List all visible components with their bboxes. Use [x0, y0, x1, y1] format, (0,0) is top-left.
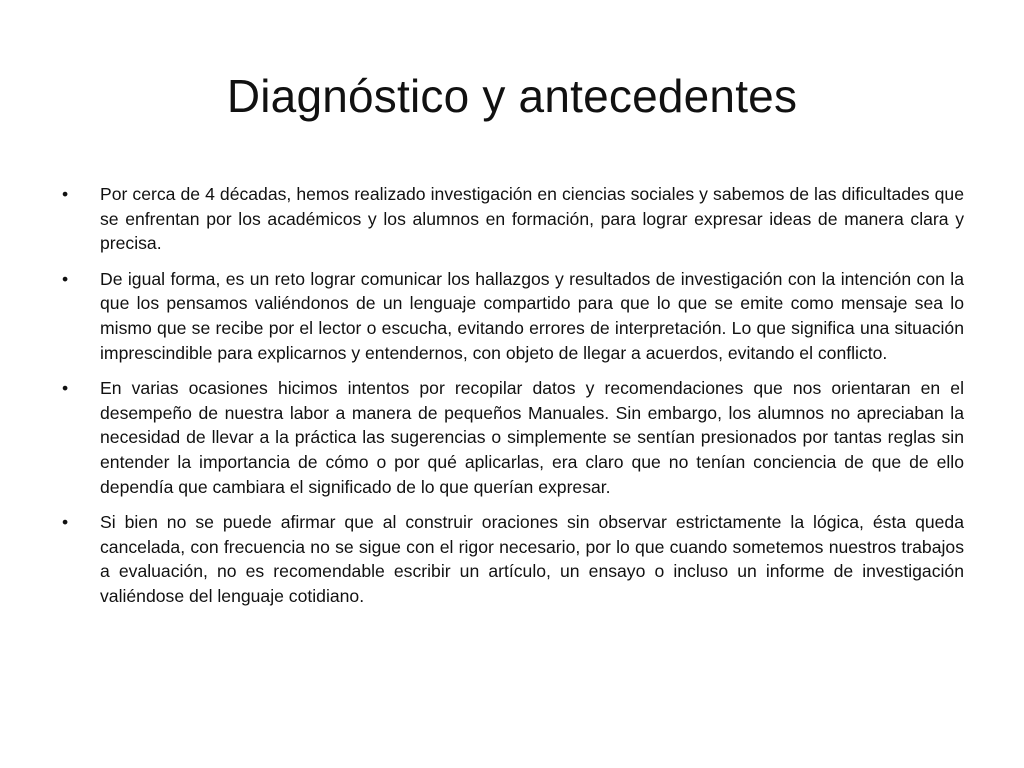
- bullet-text: De igual forma, es un reto lograr comunicar los hallazgos y resultados de investigación con la intención con la que los pensamos valiéndonos de un lenguaje compartido para que lo que se emite como mensaje sea lo mismo que se recibe por el lector o escucha, evitando errores de interpretación. Lo que significa una situación imprescindible para explicarnos y entendernos, con objeto de llegar a acuerdos, evitando el conflicto.: [100, 268, 964, 363]
- bullet-item: [60, 182, 964, 256]
- bullet-icon: •: [62, 512, 69, 533]
- bullet-item: [60, 267, 964, 365]
- bullet-text: Por cerca de 4 décadas, hemos realizado investigación en ciencias sociales y sabemos de las dificultades que se enfrentan por los académicos y los alumnos en formación, para lograr expresar ideas de manera clara y precisa.: [100, 184, 964, 254]
- bullet-text: Si bien no se puede afirmar que al construir oraciones sin observar estrictamente la lógica, ésta queda cancelada, con frecuencia no se sigue con el rigor necesario, por lo que cuando sometemos nuestros trabajos a evaluación, no es recomendable escribir un artículo, un ensayo o incluso un informe de investigación valiéndose del lenguaje cotidiano.: [100, 512, 964, 606]
- bullet-icon: •: [62, 184, 69, 204]
- slide-title: Diagnóstico y antecedentes: [226, 70, 798, 122]
- bullet-item: [60, 376, 964, 499]
- bullet-icon: •: [62, 268, 69, 289]
- bullet-text: En varias ocasiones hicimos intentos por recopilar datos y recomendaciones que nos orientaran en el desempeño de nuestra labor a manera de pequeños Manuales. Sin embargo, los alumnos no apreciaban la necesidad de llevar a la práctica las sugerencias o simplemente se sentían presionados por tantas reglas sin entender la importancia de cómo o por qué aplicarlas, era claro que no tenían conciencia de que de ello dependía que cambiara el significado de lo que querían expresar.: [100, 378, 964, 497]
- bullet-icon: •: [62, 378, 69, 399]
- bullet-list: [60, 182, 964, 620]
- bullet-item: [60, 510, 964, 608]
